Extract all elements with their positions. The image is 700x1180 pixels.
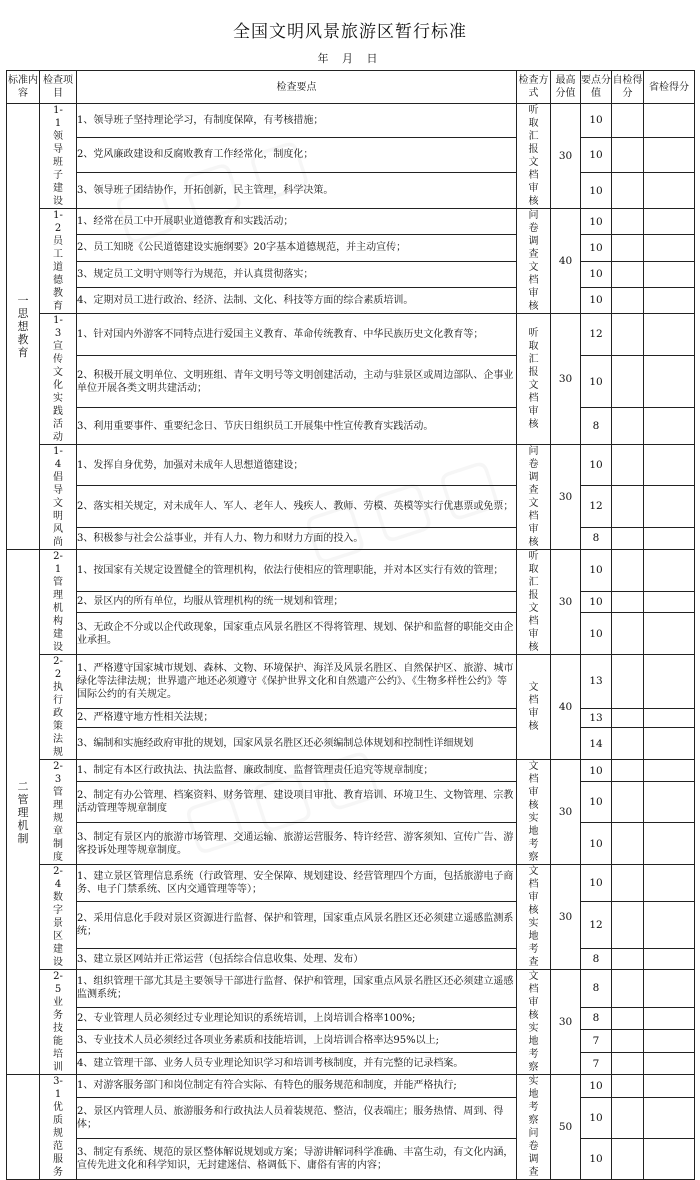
table-row — [7, 1007, 695, 1029]
check-point-text: 2、员工知晓《公民道德建设实施纲要》20字基本道德规范，并主动宣传； — [77, 235, 517, 261]
standard-content-cell — [7, 550, 40, 1075]
table-row — [7, 209, 695, 235]
check-point-text: 3、利用重要事件、重要纪念日、节庆日组织员工开展集中性宣传教育实践活动。 — [77, 408, 517, 445]
prov-score-input-cell[interactable] — [644, 760, 695, 782]
self-score-input-cell[interactable] — [612, 287, 644, 313]
table-row — [7, 104, 695, 138]
self-score-input-cell[interactable] — [612, 527, 644, 550]
col-point-score: 要点分值 — [581, 71, 612, 104]
check-method-label: 实地考察问卷调查 — [528, 1076, 539, 1178]
self-score-input-cell[interactable] — [612, 782, 644, 823]
table-row — [7, 760, 695, 782]
check-item-label: 2-1管理机构建设 — [53, 551, 63, 653]
max-score-cell: 30 — [551, 445, 581, 550]
self-score-input-cell[interactable] — [612, 949, 644, 970]
check-method-cell — [517, 970, 551, 1075]
max-score-cell: 40 — [551, 655, 581, 760]
self-score-input-cell[interactable] — [612, 728, 644, 760]
check-point-text: 1、经常在员工中开展职业道德教育和实践活动； — [77, 209, 517, 235]
check-method-label: 问卷调查文档审核 — [528, 446, 539, 548]
check-method-cell — [517, 104, 551, 209]
point-score-cell: 8 — [581, 949, 612, 970]
point-score-cell: 10 — [581, 1075, 612, 1098]
max-score-cell: 30 — [551, 550, 581, 655]
check-method-label: 听取汇报文档审核 — [528, 105, 539, 207]
self-score-input-cell[interactable] — [612, 355, 644, 408]
check-point-text: 2、落实相关规定，对未成年人、军人、老年人、残疾人、教师、劳模、英模等实行优惠票或免票； — [77, 486, 517, 527]
check-item-cell — [40, 550, 77, 655]
check-point-text: 2、党风廉政建设和反腐败教育工作经常化，制度化； — [77, 137, 517, 173]
check-point-text: 2、严格遵守地方性相关法规； — [77, 708, 517, 727]
check-item-label: 2-5业务技能培训 — [53, 971, 63, 1073]
check-item-label: 1-3宣传文化实践活动 — [53, 315, 63, 443]
table-row — [7, 949, 695, 970]
self-score-input-cell[interactable] — [612, 550, 644, 592]
self-score-input-cell[interactable] — [612, 486, 644, 527]
point-score-cell: 12 — [581, 314, 612, 356]
prov-score-input-cell[interactable] — [644, 408, 695, 445]
check-item-label: 1-2员工道德教育 — [53, 210, 63, 312]
prov-score-input-cell[interactable] — [644, 486, 695, 527]
check-point-text: 1、对游客服务部门和岗位制定有符合实际、有特色的服务规范和制度，并能严格执行; — [77, 1075, 517, 1098]
prov-score-input-cell[interactable] — [644, 1007, 695, 1029]
prov-score-input-cell[interactable] — [644, 355, 695, 408]
prov-score-input-cell[interactable] — [644, 287, 695, 313]
check-method-cell — [517, 865, 551, 970]
point-score-cell: 10 — [581, 445, 612, 486]
check-item-label: 3-1优质规范服务 — [53, 1076, 63, 1178]
check-point-text: 3、积极参与社会公益事业，并有人力、物力和财力方面的投入。 — [77, 527, 517, 550]
self-score-input-cell[interactable] — [612, 137, 644, 173]
col-check-points: 检查要点 — [77, 71, 517, 104]
prov-score-input-cell[interactable] — [644, 261, 695, 287]
col-prov-score: 省检得分 — [644, 71, 695, 104]
self-score-input-cell[interactable] — [612, 1007, 644, 1029]
max-score-cell: 30 — [551, 865, 581, 970]
prov-score-input-cell[interactable] — [644, 550, 695, 592]
check-point-text: 1、组织管理干部尤其是主要领导干部进行监督、保护和管理，国家重点风景名胜区还必须建立遥感监测系统； — [77, 970, 517, 1008]
self-score-input-cell[interactable] — [612, 613, 644, 655]
point-score-cell: 12 — [581, 901, 612, 949]
check-method-label: 文档审核实地考察 — [528, 971, 539, 1073]
point-score-cell: 10 — [581, 1097, 612, 1138]
max-score-cell: 40 — [551, 209, 581, 314]
page-title: 全国文明风景旅游区暂行标准 — [233, 22, 467, 42]
table-row — [7, 1053, 695, 1075]
point-score-cell: 10 — [581, 591, 612, 613]
prov-score-input-cell[interactable] — [644, 445, 695, 486]
self-score-input-cell[interactable] — [612, 1097, 644, 1138]
self-score-input-cell[interactable] — [612, 1075, 644, 1098]
prov-score-input-cell[interactable] — [644, 949, 695, 970]
col-check-item: 检查项目 — [40, 71, 77, 104]
point-score-cell: 10 — [581, 173, 612, 209]
self-score-input-cell[interactable] — [612, 655, 644, 709]
check-item-label: 2-4数字景区建设 — [53, 866, 63, 968]
table-row — [7, 728, 695, 760]
self-score-input-cell[interactable] — [612, 1029, 644, 1052]
col-check-method: 检查方式 — [517, 71, 551, 104]
prov-score-input-cell[interactable] — [644, 104, 695, 138]
point-score-cell: 10 — [581, 550, 612, 592]
standard-content-cell — [7, 1075, 40, 1180]
prov-score-input-cell[interactable] — [644, 1053, 695, 1075]
prov-score-input-cell[interactable] — [644, 235, 695, 261]
table-row — [7, 355, 695, 408]
self-score-input-cell[interactable] — [612, 261, 644, 287]
self-score-input-cell[interactable] — [612, 1138, 644, 1179]
table-row — [7, 901, 695, 949]
check-method-label: 听取汇报文档审核 — [528, 551, 539, 653]
check-method-cell — [517, 314, 551, 445]
table-row — [7, 527, 695, 550]
prov-score-input-cell[interactable] — [644, 782, 695, 823]
table-row — [7, 137, 695, 173]
table-row — [7, 235, 695, 261]
table-row — [7, 173, 695, 209]
standard-content-label: 二管理机制 — [17, 779, 29, 845]
point-score-cell: 10 — [581, 261, 612, 287]
check-point-text: 2、积极开展文明单位、文明班组、青年文明号等文明创建活动，主动与驻景区或周边部队、企事业单位开展各类文明共建活动； — [77, 355, 517, 408]
table-row — [7, 408, 695, 445]
check-method-cell — [517, 1075, 551, 1180]
self-score-input-cell[interactable] — [612, 209, 644, 235]
point-score-cell: 8 — [581, 408, 612, 445]
prov-score-input-cell[interactable] — [644, 1075, 695, 1098]
table-row — [7, 1075, 695, 1098]
point-score-cell: 14 — [581, 728, 612, 760]
table-row — [7, 865, 695, 902]
col-self-score: 自检得分 — [612, 71, 644, 104]
self-score-input-cell[interactable] — [612, 314, 644, 356]
self-score-input-cell[interactable] — [612, 1053, 644, 1075]
prov-score-input-cell[interactable] — [644, 728, 695, 760]
point-score-cell: 10 — [581, 613, 612, 655]
check-method-cell — [517, 760, 551, 865]
check-point-text: 3、制定有系统、规范的景区整体解说规划或方案；导游讲解词科学准确、丰富生动，有文化内涵，宣传先进文化和科学知识，无封建迷信、格调低下、庸俗有害的内容； — [77, 1138, 517, 1179]
point-score-cell: 7 — [581, 1053, 612, 1075]
table-row — [7, 970, 695, 1008]
check-method-cell — [517, 445, 551, 550]
check-method-cell — [517, 550, 551, 655]
prov-score-input-cell[interactable] — [644, 137, 695, 173]
prov-score-input-cell[interactable] — [644, 1138, 695, 1179]
self-score-input-cell[interactable] — [612, 865, 644, 902]
table-row — [7, 782, 695, 823]
standards-body — [7, 104, 695, 1180]
prov-score-input-cell[interactable] — [644, 613, 695, 655]
check-point-text: 1、发挥自身优势，加强对未成年人思想道德建设； — [77, 445, 517, 486]
check-point-text: 1、针对国内外游客不同特点进行爱国主义教育、革命传统教育、中华民族历史文化教育等； — [77, 314, 517, 356]
prov-score-input-cell[interactable] — [644, 901, 695, 949]
check-point-text: 1、严格遵守国家城市规划、森林、文物、环境保护、海洋及风景名胜区、自然保护区、旅游、城市绿化等法律法规；世界遗产地还必须遵守《保护世界文化和自然遗产公约》、《生物多样性公约》等国际公约的有关规定。 — [77, 655, 517, 709]
table-row — [7, 550, 695, 592]
check-item-label: 2-3管理规章制度 — [53, 761, 63, 863]
prov-score-input-cell[interactable] — [644, 1097, 695, 1138]
self-score-input-cell[interactable] — [612, 104, 644, 138]
header-row — [7, 71, 695, 104]
check-item-label: 1-1领导班子建设 — [53, 105, 63, 207]
check-item-cell — [40, 1075, 77, 1180]
check-item-cell — [40, 314, 77, 445]
check-item-cell — [40, 209, 77, 314]
point-score-cell: 13 — [581, 708, 612, 727]
point-score-cell: 10 — [581, 823, 612, 865]
prov-score-input-cell[interactable] — [644, 1029, 695, 1052]
prov-score-input-cell[interactable] — [644, 655, 695, 709]
check-method-cell — [517, 655, 551, 760]
max-score-cell: 30 — [551, 760, 581, 865]
point-score-cell: 12 — [581, 486, 612, 527]
point-score-cell: 10 — [581, 760, 612, 782]
prov-score-input-cell[interactable] — [644, 708, 695, 727]
check-point-text: 2、制定有办公管理、档案资料、财务管理、建设项目审批、教育培训、环境卫生、文物管理、宗教活动管理等规章制度 — [77, 782, 517, 823]
table-row — [7, 708, 695, 727]
check-item-label: 1-4倡导文明风尚 — [53, 446, 63, 548]
prov-score-input-cell[interactable] — [644, 173, 695, 209]
max-score-cell: 30 — [551, 104, 581, 209]
check-method-label: 听取汇报文档审核 — [528, 328, 539, 430]
check-point-text: 3、无政企不分或以企代政现象，国家重点风景名胜区不得将管理、规划、保护和监督的职能交由企业承担。 — [77, 613, 517, 655]
prov-score-input-cell[interactable] — [644, 314, 695, 356]
check-point-text: 3、领导班子团结协作，开拓创新，民主管理，科学决策。 — [77, 173, 517, 209]
check-point-text: 2、专业管理人员必须经过专业理论知识的系统培训，上岗培训合格率100%; — [77, 1007, 517, 1029]
table-row — [7, 591, 695, 613]
check-point-text: 1、建立景区管理信息系统（行政管理、安全保障、规划建设、经营管理四个方面，包括旅游电子商务、电子门禁系统、区内交通管理等等）； — [77, 865, 517, 902]
standard-content-label: 一思想教育 — [17, 294, 29, 359]
check-point-text: 2、景区内的所有单位，均服从管理机构的统一规划和管理； — [77, 591, 517, 613]
point-score-cell: 10 — [581, 235, 612, 261]
max-score-cell: 30 — [551, 314, 581, 445]
point-score-cell: 8 — [581, 970, 612, 1008]
point-score-cell: 7 — [581, 1029, 612, 1052]
table-row — [7, 1029, 695, 1052]
table-row — [7, 287, 695, 313]
check-method-label: 文档审核实地考察 — [528, 761, 539, 863]
self-score-input-cell[interactable] — [612, 708, 644, 727]
point-score-cell: 10 — [581, 104, 612, 138]
table-row — [7, 823, 695, 865]
prov-score-input-cell[interactable] — [644, 865, 695, 902]
prov-score-input-cell[interactable] — [644, 823, 695, 865]
col-std-content: 标准内容 — [7, 71, 40, 104]
check-point-text: 4、建立管理干部、业务人员专业理论知识学习和培训考核制度，并有完整的记录档案。 — [77, 1053, 517, 1075]
max-score-cell: 50 — [551, 1075, 581, 1180]
point-score-cell: 10 — [581, 782, 612, 823]
self-score-input-cell[interactable] — [612, 970, 644, 1008]
check-point-text: 4、定期对员工进行政治、经济、法制、文化、科技等方面的综合素质培训。 — [77, 287, 517, 313]
point-score-cell: 10 — [581, 355, 612, 408]
check-point-text: 3、制定有景区内的旅游市场管理、交通运输、旅游运营服务、特许经营、游客须知、宣传广告、游客投诉处理等规章制度。 — [77, 823, 517, 865]
point-score-cell: 10 — [581, 287, 612, 313]
table-row — [7, 445, 695, 486]
self-score-input-cell[interactable] — [612, 823, 644, 865]
check-item-cell — [40, 970, 77, 1075]
check-point-text: 1、按国家有关规定设置健全的管理机构，依法行使相应的管理职能，并对本区实行有效的管理； — [77, 550, 517, 592]
check-point-text: 1、制定有本区行政执法、执法监督、廉政制度、监督管理责任追究等规章制度； — [77, 760, 517, 782]
table-row — [7, 486, 695, 527]
standards-table — [6, 70, 695, 1180]
table-row — [7, 261, 695, 287]
check-point-text: 3、编制和实施经政府审批的规划，国家风景名胜区还必须编制总体规划和控制性详细规划 — [77, 728, 517, 760]
prov-score-input-cell[interactable] — [644, 970, 695, 1008]
date-line: 年 月 日 — [317, 52, 383, 65]
self-score-input-cell[interactable] — [612, 173, 644, 209]
table-row — [7, 314, 695, 356]
check-method-label: 问卷调查文档审核 — [528, 210, 539, 312]
prov-score-input-cell[interactable] — [644, 527, 695, 550]
check-item-label: 2-2执行政策法规 — [53, 656, 63, 758]
self-score-input-cell[interactable] — [612, 901, 644, 949]
check-point-text: 3、建立景区网站并正常运营（包括综合信息收集、处理、发布） — [77, 949, 517, 970]
standard-content-cell — [7, 104, 40, 550]
check-method-cell — [517, 209, 551, 314]
point-score-cell: 8 — [581, 1007, 612, 1029]
table-row — [7, 655, 695, 709]
point-score-cell: 13 — [581, 655, 612, 709]
prov-score-input-cell[interactable] — [644, 591, 695, 613]
check-point-text: 2、采用信息化手段对景区资源进行监督、保护和管理，国家重点风景名胜区还必须建立遥感监测系统； — [77, 901, 517, 949]
table-row — [7, 1138, 695, 1179]
self-score-input-cell[interactable] — [612, 760, 644, 782]
self-score-input-cell[interactable] — [612, 235, 644, 261]
check-method-label: 文档审核实地考查 — [528, 866, 539, 968]
prov-score-input-cell[interactable] — [644, 209, 695, 235]
point-score-cell: 10 — [581, 865, 612, 902]
self-score-input-cell[interactable] — [612, 408, 644, 445]
col-max-score: 最高分值 — [551, 71, 581, 104]
self-score-input-cell[interactable] — [612, 445, 644, 486]
check-point-text: 3、专业技术人员必须经过各项业务素质和技能培训，上岗培训合格率达95%以上; — [77, 1029, 517, 1052]
check-point-text: 1、领导班子坚持理论学习，有制度保障，有考核措施； — [77, 104, 517, 138]
point-score-cell: 10 — [581, 137, 612, 173]
check-item-cell — [40, 865, 77, 970]
check-point-text: 2、景区内管理人员、旅游服务和行政执法人员着装规范、整洁，仪表端庄；服务热情、周到、得体； — [77, 1097, 517, 1138]
self-score-input-cell[interactable] — [612, 591, 644, 613]
check-item-cell — [40, 655, 77, 760]
check-method-label: 文档审核 — [528, 682, 539, 732]
max-score-cell: 30 — [551, 970, 581, 1075]
point-score-cell: 10 — [581, 209, 612, 235]
table-row — [7, 613, 695, 655]
point-score-cell: 8 — [581, 527, 612, 550]
check-item-cell — [40, 104, 77, 209]
check-item-cell — [40, 760, 77, 865]
table-row — [7, 1097, 695, 1138]
check-point-text: 3、规定员工文明守则等行为规范，并认真贯彻落实； — [77, 261, 517, 287]
check-item-cell — [40, 445, 77, 550]
point-score-cell: 10 — [581, 1138, 612, 1179]
